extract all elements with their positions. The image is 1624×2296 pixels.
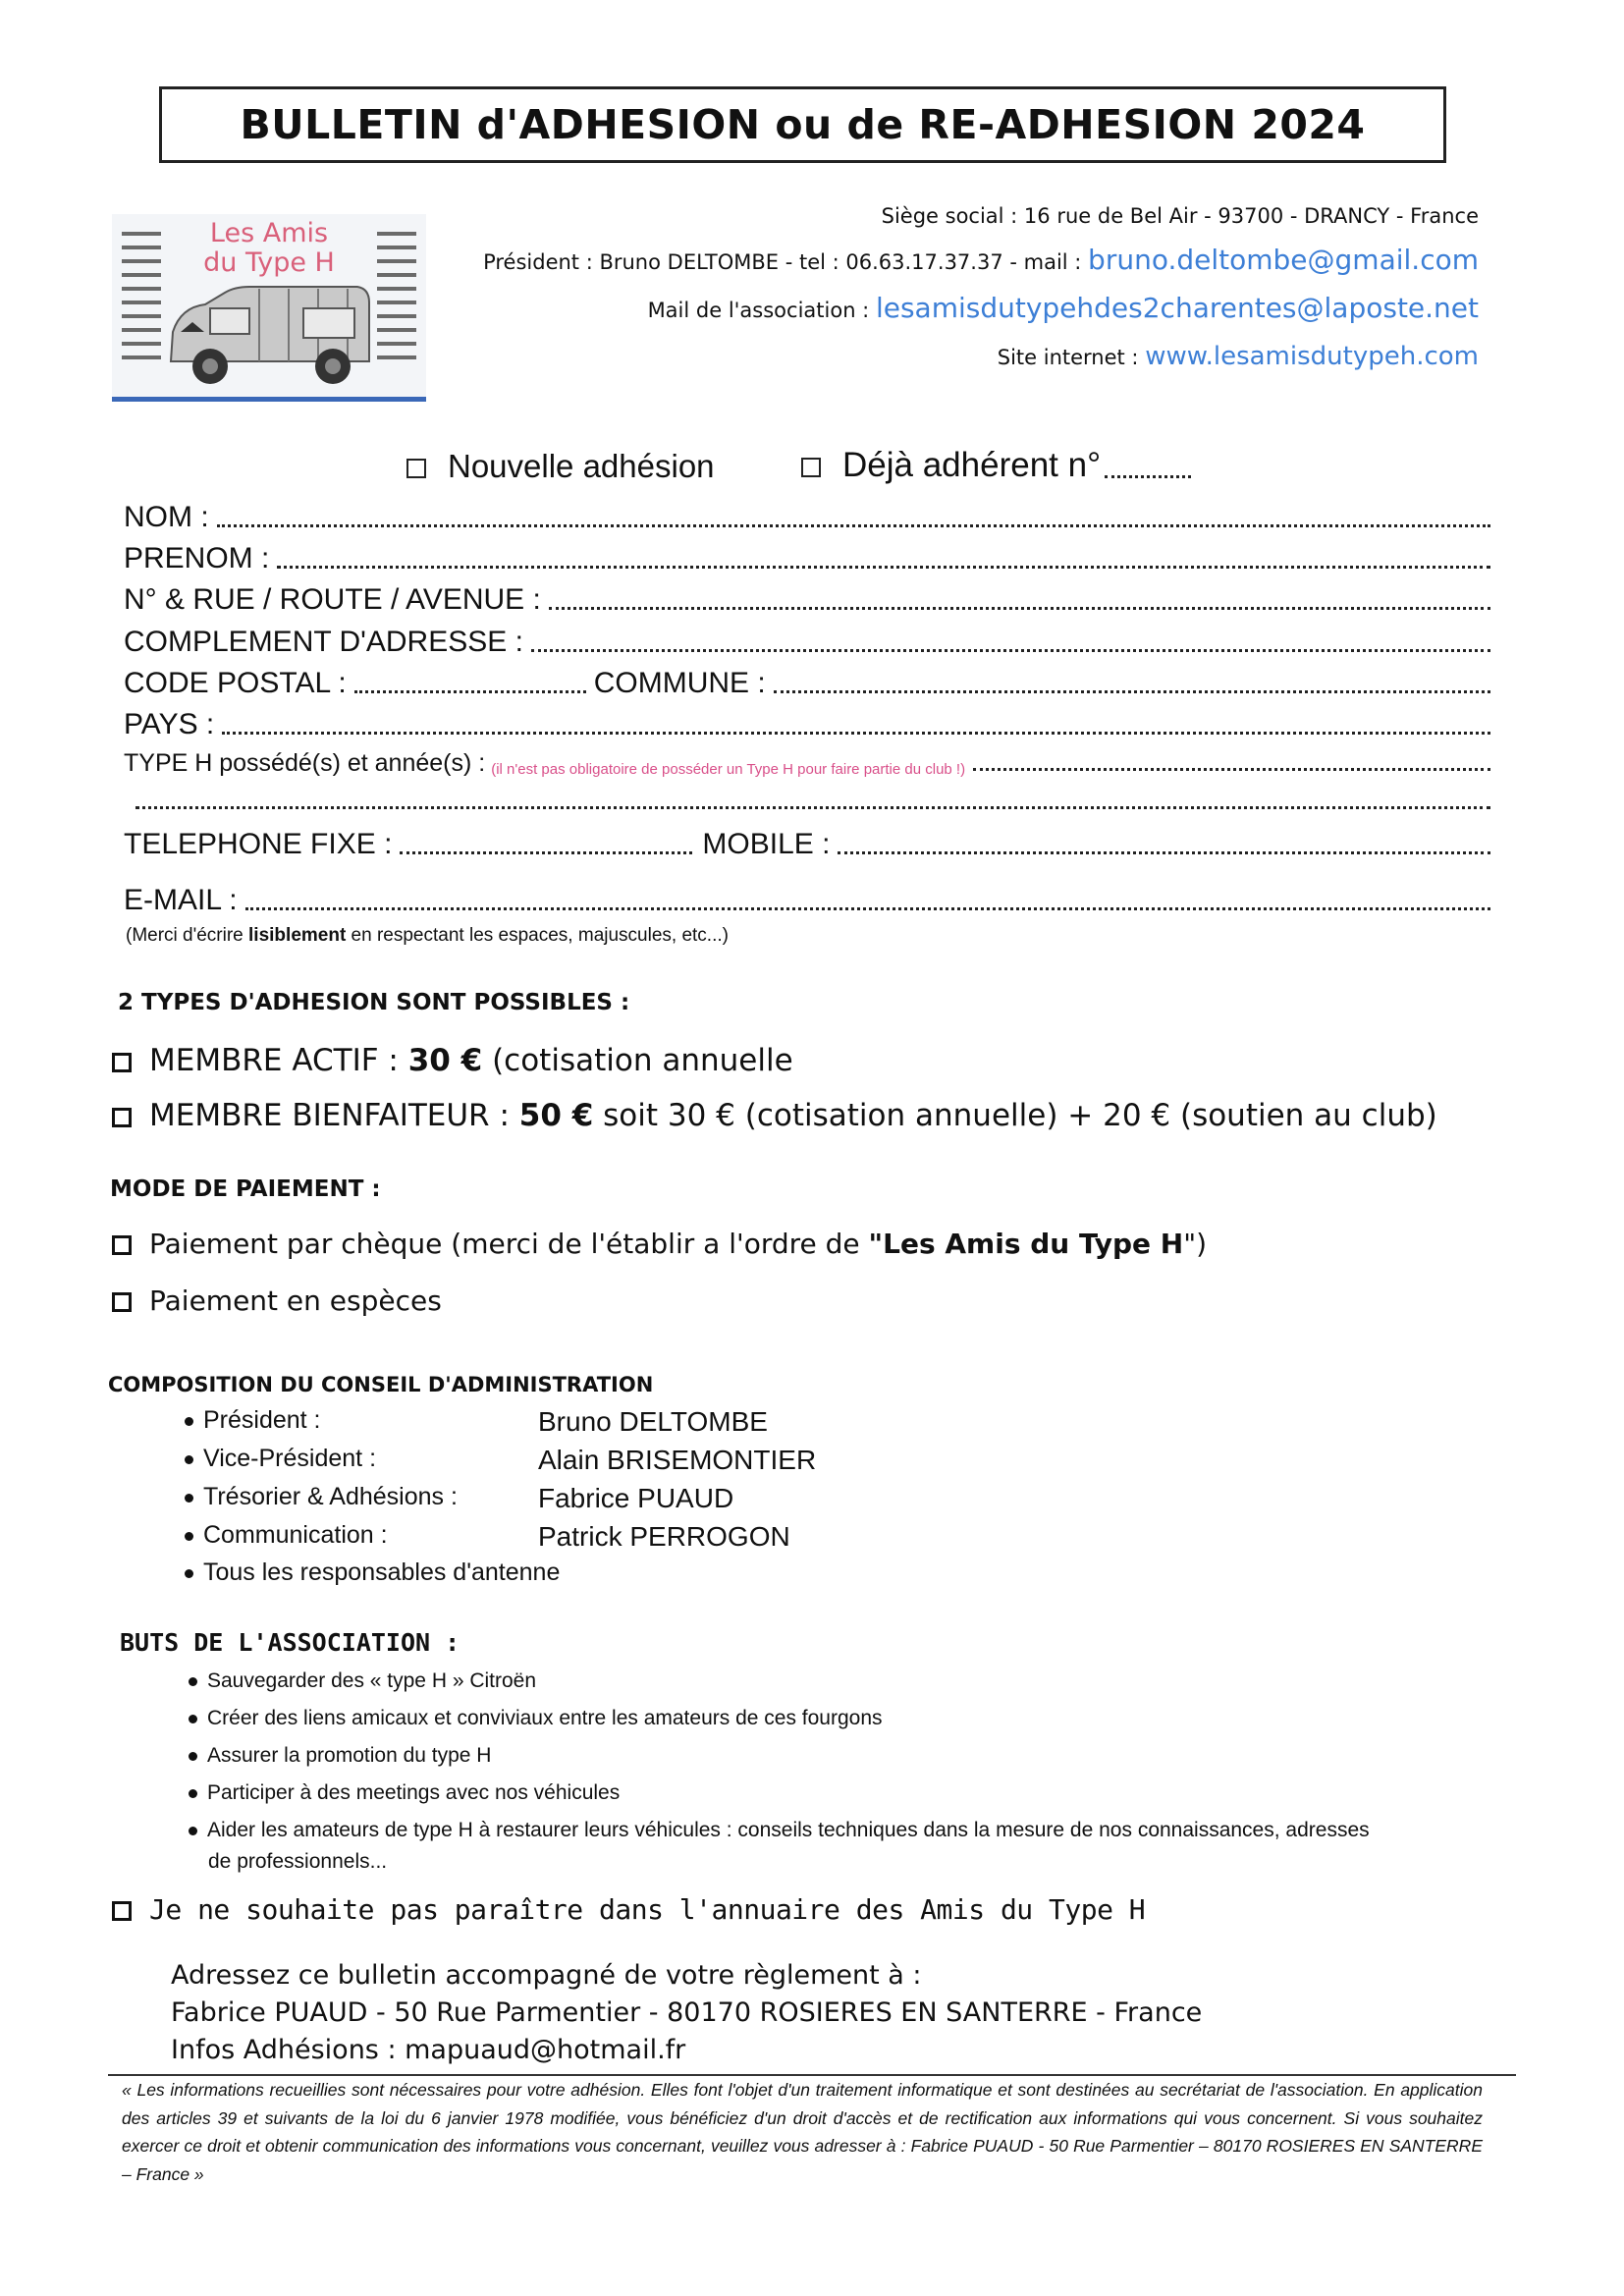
email-note-pre: (Merci d'écrire <box>126 925 249 946</box>
cheque-label: Paiement par chèque (merci de l'établir a l'ordre de <box>149 1228 869 1260</box>
prenom-input[interactable] <box>277 565 1490 569</box>
bullet-icon <box>185 1569 193 1578</box>
nom-label: NOM : <box>124 501 209 533</box>
email-note-bold: lisiblement <box>248 925 347 946</box>
board-list <box>185 1406 1068 1593</box>
address-complement-field[interactable] <box>124 626 1490 659</box>
board-heading: COMPOSITION DU CONSEIL D'ADMINISTRATION <box>108 1373 654 1396</box>
board-member <box>185 1521 1068 1557</box>
member-number-field[interactable] <box>1105 474 1191 478</box>
nom-field[interactable] <box>124 501 1490 534</box>
website-link[interactable]: www.lesamisdutypeh.com <box>1145 342 1479 371</box>
address-complement-label: COMPLEMENT D'ADRESSE : <box>124 626 523 658</box>
bullet-icon <box>185 1494 193 1503</box>
annuaire-checkbox[interactable] <box>112 1901 132 1921</box>
membre-bienfaiteur-checkbox[interactable] <box>112 1108 132 1127</box>
phone-field[interactable] <box>124 828 1490 861</box>
annuaire-option[interactable] <box>112 1893 1145 1926</box>
association-mail-label: Mail de l'association : <box>647 299 876 322</box>
nom-input[interactable] <box>217 523 1490 527</box>
country-field[interactable] <box>124 708 1490 741</box>
goal-item: Assurer la promotion du type H <box>189 1744 491 1768</box>
board-role: Trésorier & Adhésions : <box>185 1483 458 1511</box>
board-role: Vice-Président : <box>185 1445 376 1473</box>
email-input[interactable] <box>245 906 1490 910</box>
postal-commune-field[interactable] <box>124 667 1490 700</box>
email-note-post: en respectant les espaces, majuscules, etc...) <box>346 925 729 946</box>
prenom-field[interactable] <box>124 542 1490 575</box>
type-h-input-line-2[interactable] <box>135 805 1490 809</box>
board-name: Alain BRISEMONTIER <box>538 1445 817 1475</box>
new-membership-checkbox[interactable] <box>406 459 426 478</box>
board-name: Bruno DELTOMBE <box>538 1406 768 1437</box>
country-input[interactable] <box>222 731 1490 735</box>
page-title: BULLETIN d'ADHESION ou de RE-ADHESION 2024 <box>159 86 1446 163</box>
president-email[interactable]: bruno.deltombe@gmail.com <box>1088 244 1479 276</box>
cash-checkbox[interactable] <box>112 1292 132 1312</box>
cheque-checkbox[interactable] <box>112 1235 132 1255</box>
email-label: E-MAIL : <box>124 884 238 916</box>
logo-line-1: Les Amis <box>209 218 329 248</box>
membre-bienfaiteur-option[interactable] <box>112 1098 1437 1133</box>
siege-social: Siège social : 16 rue de Bel Air - 93700 - DRANCY - France <box>881 204 1479 228</box>
street-label: N° & RUE / ROUTE / AVENUE : <box>124 583 541 616</box>
mobile-input[interactable] <box>838 850 1490 854</box>
association-mail[interactable]: lesamisdutypehdes2charentes@laposte.net <box>875 292 1479 324</box>
address-complement-input[interactable] <box>531 648 1490 652</box>
goal-item: Créer des liens amicaux et conviviaux entre les amateurs de ces fourgons <box>189 1707 883 1730</box>
bullet-icon <box>189 1715 197 1723</box>
prenom-label: PRENOM : <box>124 542 270 574</box>
street-field[interactable] <box>124 583 1490 617</box>
membre-actif-option[interactable] <box>112 1043 793 1078</box>
membre-bienfaiteur-label: MEMBRE BIENFAITEUR : <box>149 1098 519 1133</box>
president-line <box>483 244 1479 276</box>
email-note <box>126 925 729 947</box>
cash-label: Paiement en espèces <box>149 1285 442 1317</box>
country-label: PAYS : <box>124 708 215 740</box>
new-membership-label: Nouvelle adhésion <box>448 448 715 484</box>
type-h-field[interactable] <box>124 749 1490 778</box>
new-membership-option[interactable] <box>406 448 715 485</box>
commune-input[interactable] <box>774 689 1490 693</box>
membre-actif-label: MEMBRE ACTIF : <box>149 1043 408 1078</box>
cash-option[interactable] <box>112 1285 442 1317</box>
board-member <box>185 1406 1068 1442</box>
annuaire-label: Je ne souhaite pas paraître dans l'annuaire des Amis du Type H <box>149 1893 1146 1926</box>
legal-notice: « Les informations recueillies sont nécessaires pour votre adhésion. Elles font l'objet d'un traitement informatique et sont destinées au secrétariat de l'association. En application des articles 39 et suivants de la loi du 6 janvier 1978 modifiée, vous bénéficiez d'un droit d'accès et de rectification aux informations qui vous concernent. Si vous souhaitez exercer ce droit et obtenir communication des informations vous concernant, veuillez vous adresser à : Fabrice PUAUD - 50 Rue Parmentier – 80170 ROSIERES EN SANTERRE – France » <box>122 2080 1483 2184</box>
bullet-icon <box>185 1417 193 1426</box>
membre-bienfaiteur-note: soit 30 € (cotisation annuelle) + 20 € (soutien au club) <box>593 1098 1437 1133</box>
goal-item: Participer à des meetings avec nos véhicules <box>189 1781 620 1805</box>
board-role: Tous les responsables d'antenne <box>185 1558 560 1587</box>
association-mail-line <box>648 292 1479 324</box>
email-field[interactable] <box>124 884 1490 917</box>
goals-heading: BUTS DE L'ASSOCIATION : <box>120 1628 460 1657</box>
postal-code-input[interactable] <box>354 689 586 693</box>
bullet-icon <box>185 1455 193 1464</box>
president-label: Président : Bruno DELTOMBE - tel : 06.63.17.37.37 - mail : <box>483 250 1089 274</box>
existing-member-checkbox[interactable] <box>801 458 821 477</box>
membre-actif-checkbox[interactable] <box>112 1053 132 1072</box>
cheque-option[interactable] <box>112 1228 1207 1260</box>
mobile-label: MOBILE : <box>702 828 831 860</box>
membre-actif-note: (cotisation annuelle <box>482 1043 793 1078</box>
bullet-icon <box>189 1789 197 1798</box>
logo-line-2: du Type H <box>203 247 335 278</box>
goal-item: Aider les amateurs de type H à restaurer leurs véhicules : conseils techniques dans la mesure de nos connaissances, adresses <box>189 1819 1370 1842</box>
goal-item: Sauvegarder des « type H » Citroën <box>189 1669 536 1693</box>
bullet-icon <box>189 1827 197 1835</box>
phone-label: TELEPHONE FIXE : <box>124 828 393 860</box>
type-h-note: (il n'est pas obligatoire de posséder un Type H pour faire partie du club !) <box>491 761 966 778</box>
phone-input[interactable] <box>400 850 692 854</box>
website-label: Site internet : <box>997 346 1146 369</box>
postal-code-label: CODE POSTAL : <box>124 667 347 699</box>
bullet-icon <box>185 1532 193 1541</box>
bullet-icon <box>189 1677 197 1686</box>
cheque-label-end: ") <box>1183 1228 1208 1260</box>
board-member <box>185 1445 1068 1480</box>
existing-member-option[interactable] <box>801 446 1191 485</box>
cheque-payee: "Les Amis du Type H <box>868 1228 1184 1260</box>
membre-actif-price: 30 € <box>407 1043 483 1078</box>
membre-bienfaiteur-price: 50 € <box>518 1098 594 1133</box>
website-line <box>998 342 1479 371</box>
send-to-line: Adressez ce bulletin accompagné de votre règlement à : <box>171 1960 922 1991</box>
street-input[interactable] <box>549 606 1490 610</box>
board-name: Fabrice PUAUD <box>538 1483 734 1513</box>
bullet-icon <box>189 1752 197 1761</box>
send-to-address: Fabrice PUAUD - 50 Rue Parmentier - 80170 ROSIERES EN SANTERRE - France <box>171 1997 1203 2028</box>
commune-label: COMMUNE : <box>593 667 766 699</box>
payment-heading: MODE DE PAIEMENT : <box>110 1176 381 1202</box>
type-h-input[interactable] <box>973 767 1490 771</box>
goal-item-continued: de professionnels... <box>208 1850 388 1873</box>
existing-member-label: Déjà adhérent n° <box>842 446 1102 484</box>
membership-types-heading: 2 TYPES D'ADHESION SONT POSSIBLES : <box>118 990 630 1015</box>
board-role: Communication : <box>185 1521 388 1550</box>
board-name: Patrick PERROGON <box>538 1521 790 1552</box>
board-member <box>185 1558 1068 1594</box>
board-member <box>185 1483 1068 1518</box>
board-role: Président : <box>185 1406 321 1435</box>
association-logo <box>112 214 426 402</box>
membership-info-email[interactable]: Infos Adhésions : mapuaud@hotmail.fr <box>171 2035 686 2065</box>
type-h-label: TYPE H possédé(s) et année(s) : <box>124 749 486 777</box>
